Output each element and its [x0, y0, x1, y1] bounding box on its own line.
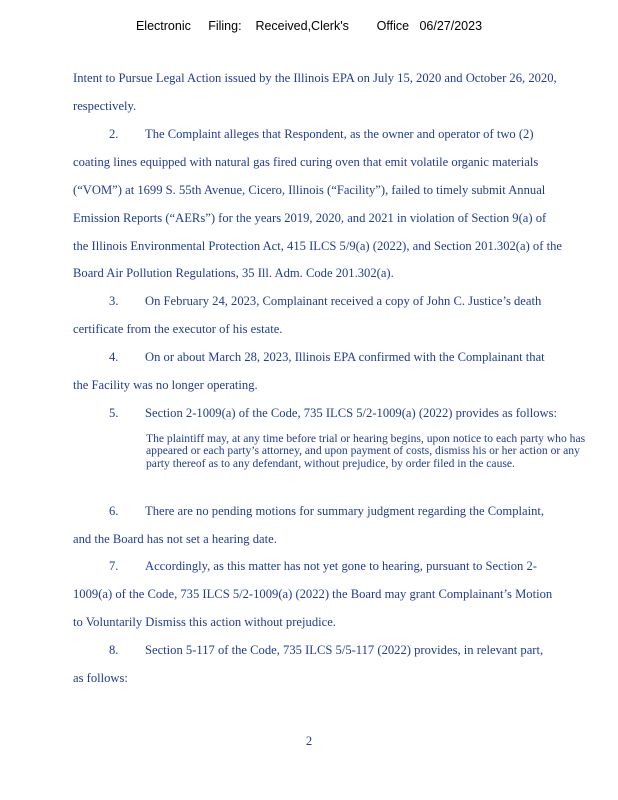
text-line: to Voluntarily Dismiss this action without prejudice. — [73, 615, 336, 629]
paragraph-number: 2. — [109, 127, 119, 141]
text-line: the Illinois Environmental Protection Act, 415 ILCS 5/9(a) (2022), and Section 201.302(a) of the — [73, 239, 562, 253]
paragraph-text: On February 24, 2023, Complainant received a copy of John C. Justice’s death — [145, 294, 542, 308]
paragraph-text: Accordingly, as this matter has not yet gone to hearing, pursuant to Section 2- — [145, 559, 537, 573]
text-line: respectively. — [73, 99, 137, 113]
efiling-header: Electronic Filing: Received,Clerk's Office 06/27/2023 — [135, 19, 483, 33]
text-line: as follows: — [73, 671, 128, 685]
text-line: Intent to Pursue Legal Action issued by the Illinois EPA on July 15, 2020 and October 26, 2020, — [73, 71, 557, 85]
text-line: the Facility was no longer operating. — [73, 378, 258, 392]
paragraph-text: There are no pending motions for summary judgment regarding the Complaint, — [145, 504, 545, 518]
text-line: (“VOM”) at 1699 S. 55th Avenue, Cicero, Illinois (“Facility”), failed to timely submit Annual — [73, 183, 546, 197]
text-line: Emission Reports (“AERs”) for the years 2019, 2020, and 2021 in violation of Section 9(a) of — [73, 211, 547, 225]
paragraph-text: Section 5-117 of the Code, 735 ILCS 5/5-117 (2022) provides, in relevant part, — [145, 643, 544, 657]
paragraph-number: 3. — [109, 294, 119, 308]
paragraph-number: 5. — [109, 406, 119, 420]
text-line: certificate from the executor of his estate. — [73, 322, 283, 336]
page-number: 2 — [305, 734, 313, 748]
block-quote: The plaintiff may, at any time before trial or hearing begins, upon notice to each party who has appeared or each party’s attorney, and upon payment of costs, dismiss his or her action or any party thereof as to any defendant, without prejudice, by order filed in the cause. — [146, 432, 586, 470]
text-line: Board Air Pollution Regulations, 35 Ill. Adm. Code 201.302(a). — [73, 266, 394, 280]
paragraph-number: 4. — [109, 350, 119, 364]
paragraph-number: 7. — [109, 559, 119, 573]
paragraph-number: 8. — [109, 643, 119, 657]
paragraph-text: On or about March 28, 2023, Illinois EPA confirmed with the Complainant that — [145, 350, 545, 364]
paragraph-text: Section 2-1009(a) of the Code, 735 ILCS 5/2-1009(a) (2022) provides as follows: — [145, 406, 558, 420]
paragraph-number: 6. — [109, 504, 119, 518]
paragraph-text: The Complaint alleges that Respondent, as the owner and operator of two (2) — [145, 127, 534, 141]
text-line: and the Board has not set a hearing date. — [73, 532, 277, 546]
text-line: coating lines equipped with natural gas fired curing oven that emit volatile organic materials — [73, 155, 539, 169]
text-line: 1009(a) of the Code, 735 ILCS 5/2-1009(a) (2022) the Board may grant Complainant’s Motion — [73, 587, 553, 601]
